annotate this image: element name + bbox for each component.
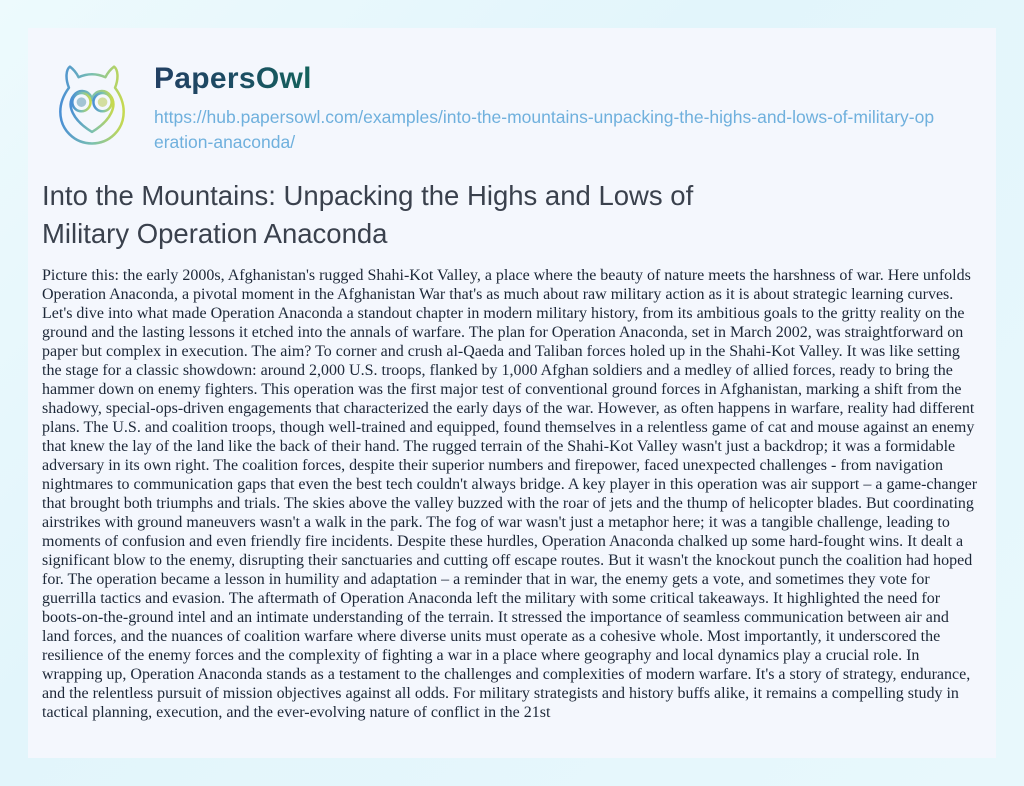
brand-name: PapersOwl [154,62,312,95]
document-page [28,28,996,758]
source-url-link[interactable]: https://hub.papersowl.com/examples/into-the-mountains-unpacking-the-highs-and-lows-of-military-operation-anaconda/ [154,107,935,152]
brand-block [154,58,936,155]
article-body: Picture this: the early 2000s, Afghanistan's rugged Shahi-Kot Valley, a place where the beauty of nature meets the harshness of war. Here unfolds Operation Anaconda, a pivotal moment in the Afghanistan War that's as much about raw military action as it is about strategic learning curves. Let's dive into what made Operation Anaconda a standout chapter in modern military history, from its ambitious goals to the gritty reality on the ground and the lasting lessons it etched into the annals of warfare. The plan for Operation Anaconda, set in March 2002, was straightforward on paper but complex in execution. The aim? To corner and crush al-Qaeda and Taliban forces holed up in the Shahi-Kot Valley. It was like setting the stage for a classic showdown: around 2,000 U.S. troops, flanked by 1,000 Afghan soldiers and a medley of allied forces, ready to bring the hammer down on enemy fighters. This operation was the first major test of conventional ground forces in Afghanistan, marking a shift from the shadowy, special-ops-driven engagements that characterized the early days of the war. However, as often happens in warfare, reality had different plans. The U.S. and coalition troops, though well-trained and equipped, found themselves in a relentless game of cat and mouse against an enemy that knew the lay of the land like the back of their hand. The rugged terrain of the Shahi-Kot Valley wasn't just a backdrop; it was a formidable adversary in its own right. The coalition forces, despite their superior numbers and firepower, faced unexpected challenges - from navigation nightmares to communication gaps that even the best tech couldn't always bridge. A key player in this operation was air support – a game-changer that brought both triumphs and trials. The skies above the valley buzzed with the roar of jets and the thump of helicopter blades. But coordinating airstrikes with ground maneuvers wasn't a walk in the park. The fog of war wasn't just a metaphor here; it was a tangible challenge, leading to moments of confusion and even friendly fire incidents. Despite these hurdles, Operation Anaconda chalked up some hard-fought wins. It dealt a significant blow to the enemy, disrupting their sanctuaries and cutting off escape routes. But it wasn't the knockout punch the coalition had hoped for. The operation became a lesson in humility and adaptation – a reminder that in war, the enemy gets a vote, and sometimes they vote for guerrilla tactics and evasion. The aftermath of Operation Anaconda left the military with some critical takeaways. It highlighted the need for boots-on-the-ground intel and an intimate understanding of the terrain. It stressed the importance of seamless communication between air and land forces, and the nuances of coalition warfare where diverse units must operate as a cohesive whole. Most importantly, it underscored the resilience of the enemy forces and the complexity of fighting a war in a place where geography and local dynamics play a crucial role. In wrapping up, Operation Anaconda stands as a testament to the challenges and complexities of modern warfare. It's a story of strategy, endurance, and the relentless pursuit of mission objectives against all odds. For military strategists and history buffs alike, it remains a compelling study in tactical planning, execution, and the ever-evolving nature of conflict in the 21st [42,267,978,721]
page-title: Into the Mountains: Unpacking the Highs and Lows of Military Operation Anaconda [42,180,694,249]
header [42,58,980,155]
papersowl-owl-logo-icon [44,58,140,154]
